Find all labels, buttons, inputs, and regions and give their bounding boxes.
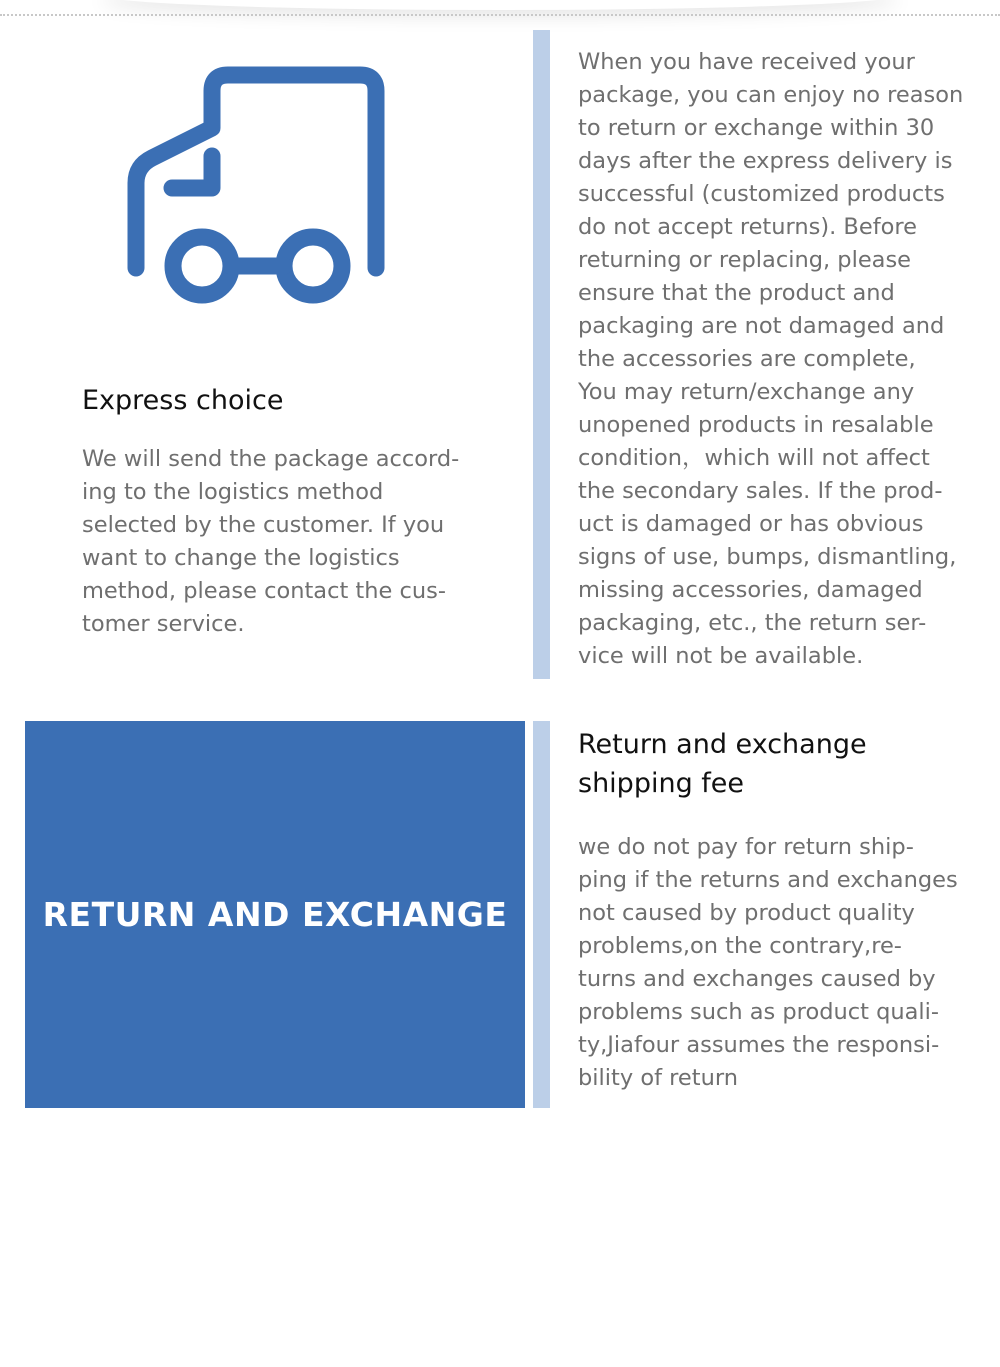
top-shadow — [100, 0, 900, 10]
shipping-fee-title: Return and exchange shipping fee — [578, 729, 867, 799]
return-exchange-banner — [25, 721, 525, 1108]
banner-title: RETURN AND EXCHANGE — [42, 895, 508, 934]
divider-bar-top — [533, 30, 550, 679]
express-title: Express choice — [82, 385, 284, 416]
express-body: We will send the package accord- ing to the logistics method selected by the customer. If you want to change the logistics method, please contact the cus- tomer service. — [82, 446, 460, 637]
dotted-divider — [0, 14, 1000, 16]
truck-icon — [118, 58, 398, 318]
divider-bar-bottom — [533, 721, 550, 1108]
shipping-fee-body: we do not pay for return ship- ping if the returns and exchanges not caused by product quality problems,on the contrary,re- turns and exchanges caused by problems such as product quali- ty,Jiafour assumes the responsi- bility of return — [578, 834, 958, 1091]
returns-policy-body: When you have received your package, you can enjoy no reason to return or exchange within 30 days after the express delivery is successful (customized products do not accept returns). Before returning or replacing, please ensure that the product and packaging are not damaged and the accessories are complete, You may return/exchange any unopened products in resalable condition，which will not affect the secondary sales. If the prod- uct is damaged or has obvious signs of use, bumps, dismantling, missing accessories, damaged packaging, etc., the return ser- vice will not be available. — [578, 49, 964, 669]
